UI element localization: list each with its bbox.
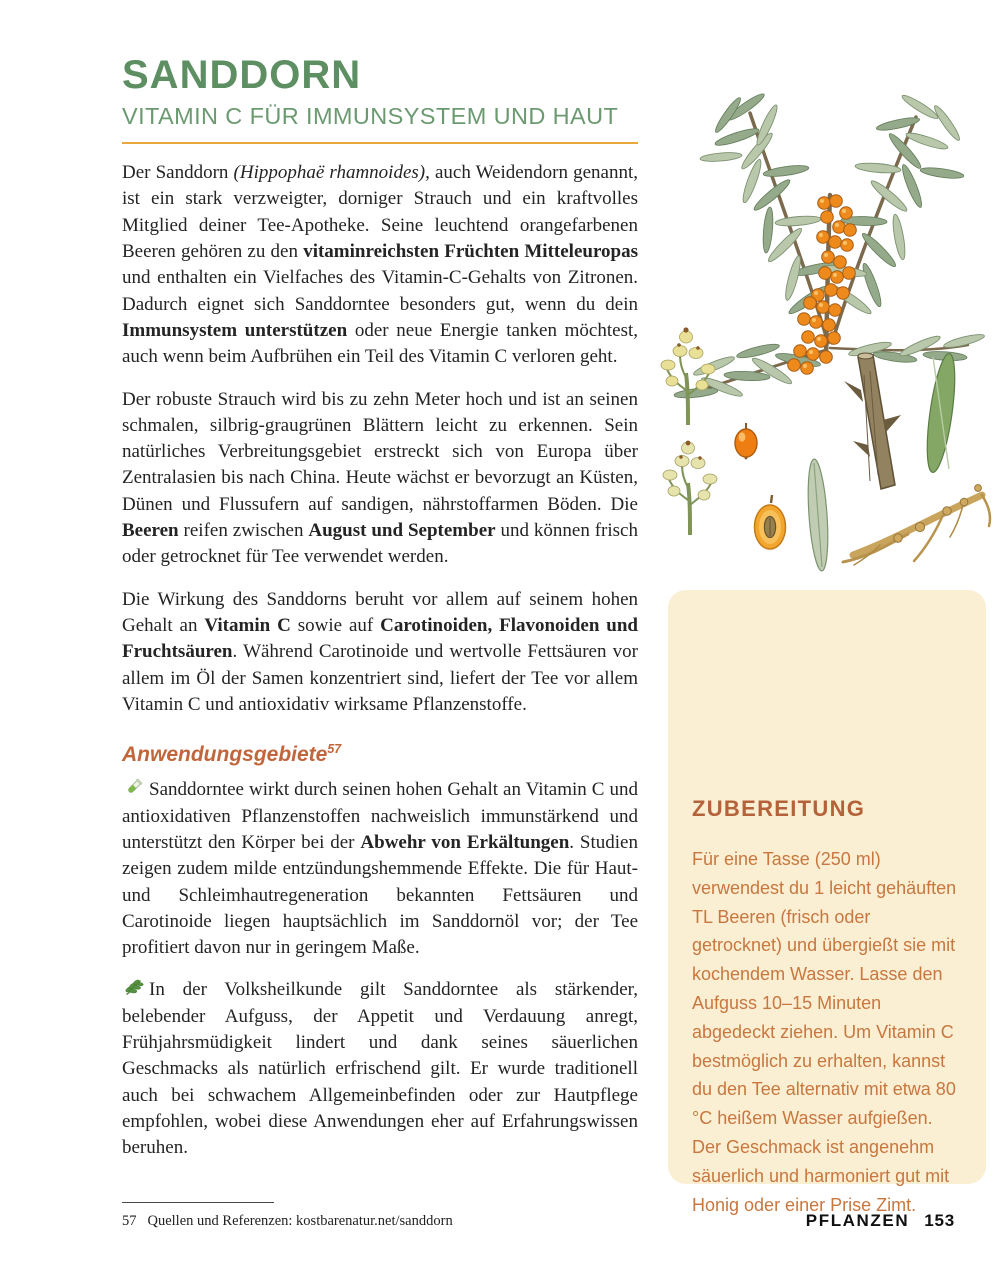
page-title: SANDDORN [122,53,362,97]
root [843,485,990,565]
preparation-text: Für eine Tasse (250 ml) verwendest du 1 leicht gehäuften TL Beeren (frisch oder getrocknet) und übergießt sie mit kochendem Wasser. Lasse den Aufguss 10–15 Minuten abgedeckt ziehen. Um Vitamin C bestmöglich zu erhalten, kannst du den Tee alternativ mit etwa 80 °C heißem Wasser aufgießen. Der Geschmack ist angenehm säuerlich und harmoniert gut mit Honig oder einer Prise Zimt. [692,849,957,1215]
footnote-number: 57 [122,1213,137,1229]
footer-page-number: 153 [924,1211,955,1230]
footnote-reference: 57 [327,742,342,757]
single-berry [735,423,757,459]
section-heading [122,742,638,767]
footnote-divider [122,1202,274,1203]
test-tube-icon [122,777,149,798]
flower-cluster-upper [661,327,715,425]
botanical-illustration [658,45,996,577]
folk-medicine-paragraph [122,977,638,1161]
applications-paragraph-text: Sanddorntee wirkt durch seinen hohen Gehalt an Vitamin C und antioxidativen Pflanzenstoffen nachweislich immunstärkend und unterstützt den Körper bei der Abwehr von Erkältungen. Studien zeigen zudem milde entzündungshemmende Effekte. Die für Haut- und Schleimhautregeneration bekannten Fettsäuren und Carotinoide liegen hauptsächlich im Sanddornöl vor; der Tee profitiert davon nur in geringem Maße. [122,779,638,959]
preparation-heading: ZUBEREITUNG [692,796,866,821]
detached-leaf-underside [805,459,831,572]
page-footer [806,1211,955,1231]
thorny-twig [844,353,901,489]
berry-cross-section [755,495,786,549]
constituents-paragraph: Die Wirkung des Sanddorns beruht vor allem auf seinem hohen Gehalt an Vitamin C sowie auf Carotinoiden, Flavonoiden und Fruchtsäuren. Während Carotinoide und wertvolle Fettsäuren vor allem im Öl der Samen konzentriert sind, liefert der Tee vor allem Vitamin C und antioxidativ wirksame Pflanzenstoffe. [122,588,638,715]
detached-leaf-upperside [922,352,960,474]
footer-section-label: PFLANZEN [805,1211,910,1230]
applications-paragraph [122,777,638,961]
section-heading-text: Anwendungsgebiete [122,743,328,767]
article-column [122,54,638,1162]
preparation-box [668,590,986,1215]
flower-cluster-lower [663,441,717,535]
page-subtitle: VITAMIN C FÜR IMMUNSYSTEM UND HAUT [122,103,619,129]
footnote-text: Quellen und Referenzen: kostbarenatur.net/sanddorn [147,1213,453,1229]
intro-paragraph: Der Sanddorn (Hippophaë rhamnoides), auch Weidendorn genannt, ist ein stark verzweigter, dorniger Strauch und ein kraftvolles Mitglied deiner Tee-Apotheke. Seine leuchtend orangefarbenen Beeren gehören zu den vitaminreichsten Früchten Mitteleuropas und enthalten ein Vielfaches des Vitamin-C-Gehalts von Zitronen. Dadurch eignet sich Sanddorntee besonders gut, wenn du dein Immunsystem unterstützen oder neue Energie tanken möchtest, auch wenn beim Aufbrühen ein Teil des Vitamin C verloren geht. [122,162,638,368]
footnote [122,1213,453,1230]
herb-icon [122,977,149,998]
folk-medicine-paragraph-text: In der Volksheilkunde gilt Sanddorntee als stärkender, belebender Aufguss, der Appetit und Verdauung anregt, Frühjahrsmüdigkeit lindert und dank seines säuerlichen Geschmacks als natürlich erfrischend gilt. Er wurde traditionell auch bei schwachem Allgemeinbefinden oder zur Hautpflege empfohlen, wobei diese Anwendungen eher auf Erfahrungswissen beruhen. [122,979,638,1159]
habitat-paragraph: Der robuste Strauch wird bis zu zehn Meter hoch und ist an seinen schmalen, silbrig-graugrünen Blättern leicht zu erkennen. Sein natürliches Verbreitungsgebiet erstreckt sich von Europa über Zentralasien bis nach China. Heute wächst er bevorzugt an Küsten, Dünen und Flussufern auf sandigen, nährstoffarmen Böden. Die Beeren reifen zwischen August und September und können frisch oder getrocknet für Tee verwendet werden. [122,388,638,568]
title-rule [122,142,638,144]
